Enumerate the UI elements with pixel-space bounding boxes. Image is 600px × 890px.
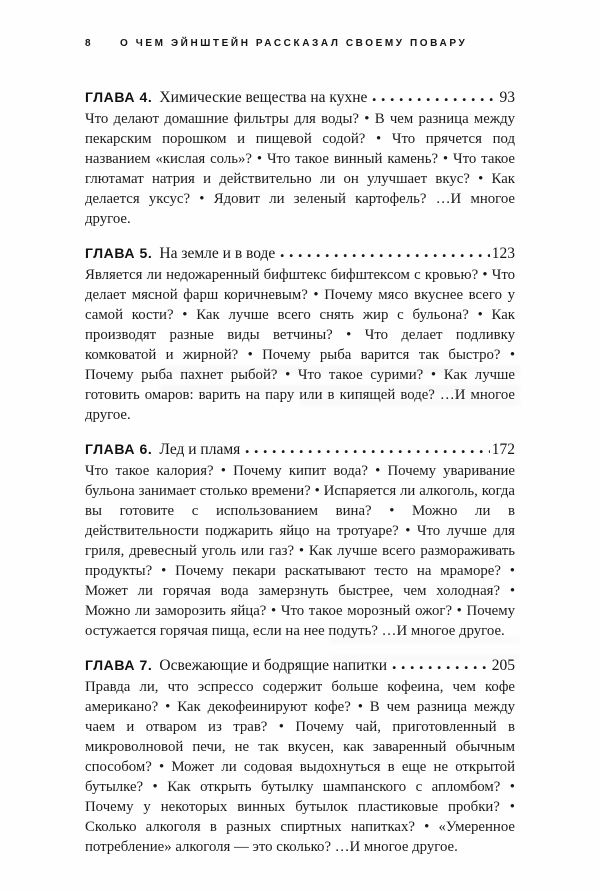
chapter-summary: Является ли недожаренный бифштекс бифштексом с кровью? • Что делает мясной фарш коричневым? • Почему мясо вкуснее всего у самой кости? • Как лучше всего снять жир с бульона? • Как производят разные виды ветчины? • Что делает подливку комковатой и жирной? • Почему рыба варится так быстро? • Почему рыба пахнет рыбой? • Что такое сурими? • Как лучше готовить омаров: варить на пару или в кипящей воде? …И многое другое. [85,267,515,423]
chapter-page-number: 205 [491,657,515,674]
chapter-title: Освежающие и бодрящие напитки [159,657,388,674]
toc-entry [85,243,515,425]
leader-dots [280,253,489,258]
table-of-contents [85,87,515,871]
leader-dots [245,449,489,454]
toc-entry-heading [85,243,515,264]
chapter-summary: Что делают домашние фильтры для воды? • В чем разница между пекарским порошком и пищевой содой? • Что прячется под названием «кислая соль»? • Что такое винный камень? • Что такое глютамат натрия и действительно ли он улучшает вкус? • Как делается уксус? • Ядовит ли зеленый картофель? …И многое другое. [85,111,515,227]
chapter-label: ГЛАВА 6. [85,441,153,457]
toc-entry [85,87,515,229]
toc-entry-heading [85,87,515,108]
chapter-title: На земле и в воде [159,245,276,262]
chapter-summary: Что такое калория? • Почему кипит вода? • Почему уваривание бульона занимает столько времени? • Испаряется ли алкоголь, когда вы готовите с использованием вина? • Можно ли в действительности поджарить яйцо на тротуаре? • Что лучше для гриля, древесный уголь или газ? • Как лучше всего размораживать продукты? • Почему пекари раскатывают тесто на мраморе? • Может ли горячая вода замерзнуть быстрее, чем холодная? • Можно ли заморозить яйца? • Что такое морозный ожог? • Почему остужается горячая пища, если на нее подуть? …И многое другое. [85,463,515,639]
running-title: О ЧЕМ ЭЙНШТЕЙН РАССКАЗАЛ СВОЕМУ ПОВАРУ [120,38,468,49]
toc-entry [85,439,515,641]
toc-entry-heading [85,655,515,676]
chapter-label: ГЛАВА 7. [85,657,153,673]
leader-dots [372,97,497,102]
chapter-label: ГЛАВА 5. [85,245,153,261]
toc-entry [85,655,515,857]
chapter-title: Химические вещества на кухне [159,89,368,106]
chapter-label: ГЛАВА 4. [85,89,153,105]
chapter-page-number: 172 [491,441,515,458]
chapter-summary: Правда ли, что эспрессо содержит больше кофеина, чем кофе американо? • Как декофеинируют кофе? • В чем разница между чаем и отваром из трав? • Почему чай, приготовленный в микроволновой печи, не так вкусен, как заваренный обычным способом? • Может ли содовая выдохнуться в еще не открытой бутылке? • Как открыть бутылку шампанского с апломбом? • Почему у некоторых винных бутылок пластиковые пробки? • Сколько алкоголя в разных спиртных напитках? • «Умеренное потребление» алкоголя — это сколько? …И многое другое. [85,679,515,855]
page-header [85,38,515,49]
chapter-page-number: 93 [499,89,515,106]
page-number: 8 [85,38,91,49]
leader-dots [392,665,490,670]
chapter-title: Лед и пламя [159,441,241,458]
chapter-page-number: 123 [491,245,515,262]
toc-entry-heading [85,439,515,460]
